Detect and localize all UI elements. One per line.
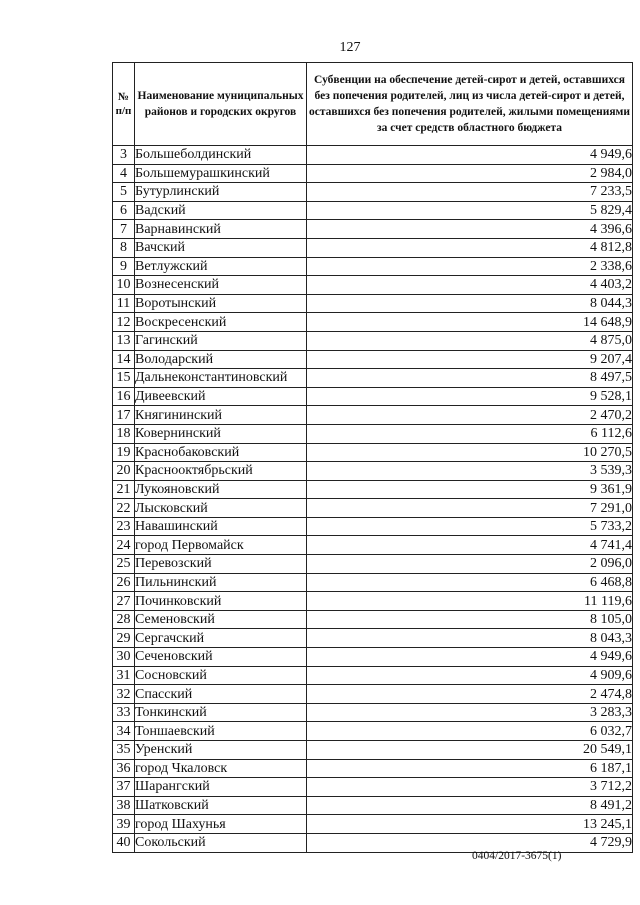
row-name: Вачский bbox=[135, 238, 307, 257]
table-header-row bbox=[113, 63, 633, 146]
row-value: 8 497,5 bbox=[307, 369, 633, 388]
row-number: 18 bbox=[113, 424, 135, 443]
table-row bbox=[113, 183, 633, 202]
row-name: Ветлужский bbox=[135, 257, 307, 276]
table-row bbox=[113, 462, 633, 481]
row-name: Починковский bbox=[135, 592, 307, 611]
table-row bbox=[113, 220, 633, 239]
row-number: 33 bbox=[113, 703, 135, 722]
row-value: 13 245,1 bbox=[307, 815, 633, 834]
row-number: 13 bbox=[113, 331, 135, 350]
row-number: 16 bbox=[113, 387, 135, 406]
row-name: Дивеевский bbox=[135, 387, 307, 406]
row-value: 9 528,1 bbox=[307, 387, 633, 406]
row-number: 9 bbox=[113, 257, 135, 276]
document-code: 0404/2017-3675(1) bbox=[472, 850, 562, 862]
row-value: 3 283,3 bbox=[307, 703, 633, 722]
row-value: 9 361,9 bbox=[307, 480, 633, 499]
row-number: 23 bbox=[113, 517, 135, 536]
table-row bbox=[113, 815, 633, 834]
table-row bbox=[113, 666, 633, 685]
row-name: Воскресенский bbox=[135, 313, 307, 332]
table-row bbox=[113, 294, 633, 313]
row-name: Ковернинский bbox=[135, 424, 307, 443]
row-value: 8 491,2 bbox=[307, 796, 633, 815]
row-value: 8 044,3 bbox=[307, 294, 633, 313]
row-number: 40 bbox=[113, 833, 135, 852]
row-value: 4 949,6 bbox=[307, 146, 633, 165]
row-name: Спасский bbox=[135, 685, 307, 704]
row-name: Сокольский bbox=[135, 833, 307, 852]
row-name: Шарангский bbox=[135, 778, 307, 797]
row-number: 38 bbox=[113, 796, 135, 815]
row-name: Гагинский bbox=[135, 331, 307, 350]
row-name: Краснооктябрьский bbox=[135, 462, 307, 481]
table-row bbox=[113, 387, 633, 406]
row-value: 7 233,5 bbox=[307, 183, 633, 202]
table-row bbox=[113, 406, 633, 425]
row-name: Тонкинский bbox=[135, 703, 307, 722]
header-value: Субвенции на обеспечение детей-сирот и детей, оставшихся без попечения родителей, лиц из числа детей-сирот и детей, оставшихся без попечения родителей, жилыми помещениями за счет средств областного бюджета bbox=[307, 63, 633, 146]
row-number: 31 bbox=[113, 666, 135, 685]
row-name: Лысковский bbox=[135, 499, 307, 518]
row-number: 37 bbox=[113, 778, 135, 797]
row-number: 8 bbox=[113, 238, 135, 257]
row-name: Княгининский bbox=[135, 406, 307, 425]
row-value: 4 909,6 bbox=[307, 666, 633, 685]
table-row bbox=[113, 480, 633, 499]
row-number: 21 bbox=[113, 480, 135, 499]
row-value: 20 549,1 bbox=[307, 741, 633, 760]
table-row bbox=[113, 238, 633, 257]
row-value: 2 474,8 bbox=[307, 685, 633, 704]
subsidy-table bbox=[112, 62, 633, 853]
row-name: Дальнеконстантиновский bbox=[135, 369, 307, 388]
row-number: 26 bbox=[113, 573, 135, 592]
row-value: 7 291,0 bbox=[307, 499, 633, 518]
row-value: 4 396,6 bbox=[307, 220, 633, 239]
table-row bbox=[113, 741, 633, 760]
page-number: 127 bbox=[339, 40, 361, 55]
row-number: 20 bbox=[113, 462, 135, 481]
table-row bbox=[113, 722, 633, 741]
row-value: 4 729,9 bbox=[307, 833, 633, 852]
table-row bbox=[113, 369, 633, 388]
row-name: Володарский bbox=[135, 350, 307, 369]
header-name: Наименование муниципальных районов и городских округов bbox=[135, 63, 307, 146]
row-number: 10 bbox=[113, 276, 135, 295]
row-value: 3 539,3 bbox=[307, 462, 633, 481]
row-name: Сосновский bbox=[135, 666, 307, 685]
row-value: 4 741,4 bbox=[307, 536, 633, 555]
row-name: Большеболдинский bbox=[135, 146, 307, 165]
table-row bbox=[113, 331, 633, 350]
table-row bbox=[113, 648, 633, 667]
row-number: 6 bbox=[113, 201, 135, 220]
row-number: 19 bbox=[113, 443, 135, 462]
row-value: 6 112,6 bbox=[307, 424, 633, 443]
row-value: 4 949,6 bbox=[307, 648, 633, 667]
row-number: 36 bbox=[113, 759, 135, 778]
table-row bbox=[113, 499, 633, 518]
row-value: 6 468,8 bbox=[307, 573, 633, 592]
row-name: Вознесенский bbox=[135, 276, 307, 295]
table-row bbox=[113, 796, 633, 815]
table-row bbox=[113, 257, 633, 276]
row-value: 8 043,3 bbox=[307, 629, 633, 648]
table-row bbox=[113, 424, 633, 443]
header-number: № п/п bbox=[113, 63, 135, 146]
table-row bbox=[113, 517, 633, 536]
row-name: Воротынский bbox=[135, 294, 307, 313]
table-row bbox=[113, 164, 633, 183]
table-row bbox=[113, 592, 633, 611]
row-name: Сергачский bbox=[135, 629, 307, 648]
row-name: Лукояновский bbox=[135, 480, 307, 499]
row-value: 11 119,6 bbox=[307, 592, 633, 611]
row-number: 24 bbox=[113, 536, 135, 555]
table-row bbox=[113, 778, 633, 797]
row-name: Перевозский bbox=[135, 555, 307, 574]
row-value: 2 470,2 bbox=[307, 406, 633, 425]
row-name: город Шахунья bbox=[135, 815, 307, 834]
row-name: Уренский bbox=[135, 741, 307, 760]
row-name: Пильнинский bbox=[135, 573, 307, 592]
table-row bbox=[113, 146, 633, 165]
row-name: город Чкаловск bbox=[135, 759, 307, 778]
row-name: Варнавинский bbox=[135, 220, 307, 239]
table-row bbox=[113, 703, 633, 722]
table-row bbox=[113, 201, 633, 220]
table-row bbox=[113, 536, 633, 555]
row-name: Навашинский bbox=[135, 517, 307, 536]
table-row bbox=[113, 759, 633, 778]
row-name: Сеченовский bbox=[135, 648, 307, 667]
row-number: 12 bbox=[113, 313, 135, 332]
row-value: 9 207,4 bbox=[307, 350, 633, 369]
row-name: Краснобаковский bbox=[135, 443, 307, 462]
row-value: 10 270,5 bbox=[307, 443, 633, 462]
row-number: 17 bbox=[113, 406, 135, 425]
row-number: 3 bbox=[113, 146, 135, 165]
table-row bbox=[113, 555, 633, 574]
table-body bbox=[113, 146, 633, 853]
row-value: 2 984,0 bbox=[307, 164, 633, 183]
row-number: 30 bbox=[113, 648, 135, 667]
row-value: 5 829,4 bbox=[307, 201, 633, 220]
row-value: 6 187,1 bbox=[307, 759, 633, 778]
row-value: 4 812,8 bbox=[307, 238, 633, 257]
table-row bbox=[113, 610, 633, 629]
row-value: 4 403,2 bbox=[307, 276, 633, 295]
row-value: 3 712,2 bbox=[307, 778, 633, 797]
table-row bbox=[113, 629, 633, 648]
row-number: 22 bbox=[113, 499, 135, 518]
row-number: 14 bbox=[113, 350, 135, 369]
table-row bbox=[113, 573, 633, 592]
row-value: 14 648,9 bbox=[307, 313, 633, 332]
row-value: 8 105,0 bbox=[307, 610, 633, 629]
row-value: 2 096,0 bbox=[307, 555, 633, 574]
row-value: 4 875,0 bbox=[307, 331, 633, 350]
row-number: 35 bbox=[113, 741, 135, 760]
row-number: 29 bbox=[113, 629, 135, 648]
row-number: 15 bbox=[113, 369, 135, 388]
row-number: 34 bbox=[113, 722, 135, 741]
table-row bbox=[113, 443, 633, 462]
row-value: 5 733,2 bbox=[307, 517, 633, 536]
row-number: 28 bbox=[113, 610, 135, 629]
row-name: Большемурашкинский bbox=[135, 164, 307, 183]
row-value: 2 338,6 bbox=[307, 257, 633, 276]
row-name: Бутурлинский bbox=[135, 183, 307, 202]
row-value: 6 032,7 bbox=[307, 722, 633, 741]
table-row bbox=[113, 685, 633, 704]
row-name: Шатковский bbox=[135, 796, 307, 815]
row-number: 25 bbox=[113, 555, 135, 574]
row-number: 39 bbox=[113, 815, 135, 834]
row-number: 27 bbox=[113, 592, 135, 611]
row-name: город Первомайск bbox=[135, 536, 307, 555]
row-name: Семеновский bbox=[135, 610, 307, 629]
row-number: 4 bbox=[113, 164, 135, 183]
table-row bbox=[113, 276, 633, 295]
row-name: Тоншаевский bbox=[135, 722, 307, 741]
row-number: 5 bbox=[113, 183, 135, 202]
row-number: 32 bbox=[113, 685, 135, 704]
row-name: Вадский bbox=[135, 201, 307, 220]
row-number: 11 bbox=[113, 294, 135, 313]
row-number: 7 bbox=[113, 220, 135, 239]
table-row bbox=[113, 313, 633, 332]
table-row bbox=[113, 350, 633, 369]
